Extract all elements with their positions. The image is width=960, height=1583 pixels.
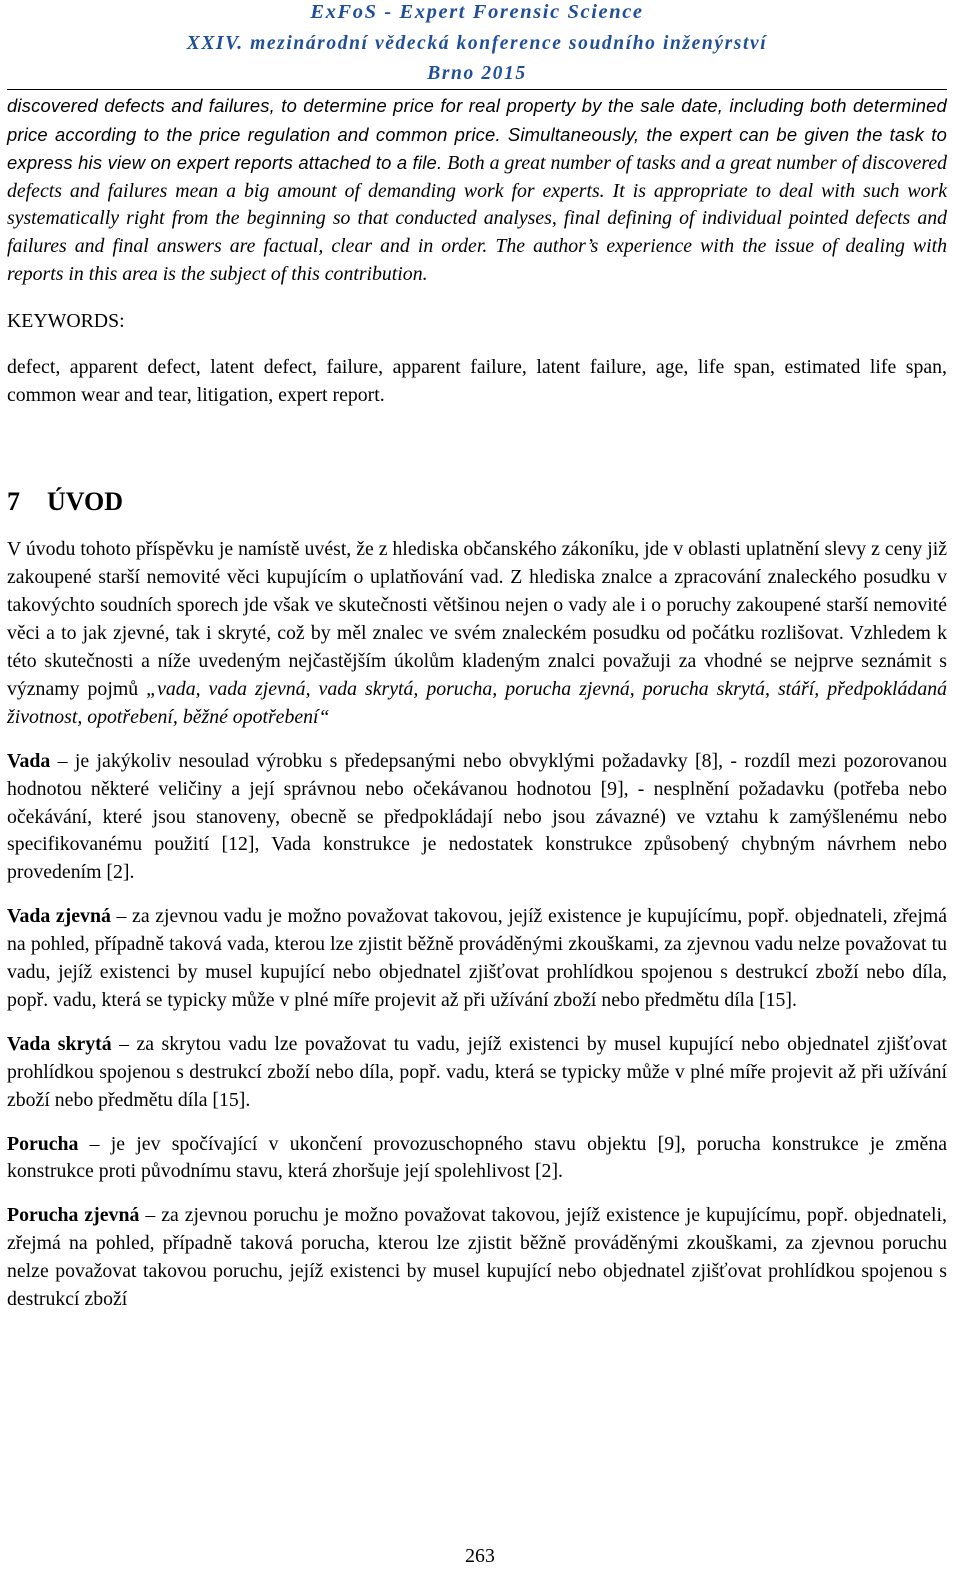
header-divider bbox=[7, 89, 947, 90]
intro-paragraph bbox=[7, 536, 947, 731]
page bbox=[7, 0, 947, 1314]
section-number: 7 bbox=[7, 487, 20, 517]
intro-terms: „vada, vada zjevná, vada skrytá, porucha, porucha zjevná, porucha skrytá, stáří, předpokládaná životnost, opotřebení, běžné opotřebení“ bbox=[7, 677, 947, 728]
definition-text: – za skrytou vadu lze považovat tu vadu, jejíž existenci by musel kupující nebo objednatel zjišťovat prohlídkou spojenou s destrukcí zboží nebo díla, popř. vadu, která se typicky může v plné míře projevit až při užívání zboží nebo předmětu díla [15]. bbox=[7, 1032, 947, 1111]
definition-term: Vada bbox=[7, 749, 51, 772]
definition-text: – za zjevnou vadu je možno považovat takovou, jejíž existence je kupujícímu, popř. objednateli, zřejmá na pohled, případně taková vada, kterou lze zjistit běžně prováděnými zkouškami, za zjevnou vadu nelze považovat tu vadu, jejíž existenci by musel kupující nebo objednatel zjišťovat prohlídkou spojenou s destrukcí zboží nebo díla, popř. vadu, která se typicky může v plné míře projevit až při užívání zboží nebo předmětu díla [15]. bbox=[7, 905, 947, 1011]
page-number: 263 bbox=[465, 1545, 495, 1567]
definition-text: – je jev spočívající v ukončení provozuschopného stavu objektu [9], porucha konstrukce je změna konstrukce proti původnímu stavu, která zhoršuje její spolehlivost [2]. bbox=[7, 1132, 947, 1183]
abstract-part-a: discovered defects and failures, to determine price for real property by the sale date, including both determined price according to the price regulation and common price. Simultaneously, the expert can be given the task to express his view on expert reports attached to a file. bbox=[7, 95, 947, 174]
definition-porucha bbox=[7, 1131, 947, 1187]
definition-term: Porucha bbox=[7, 1132, 79, 1155]
definition-term: Vada zjevná bbox=[7, 905, 111, 928]
header-journal-title: ExFoS - Expert Forensic Science bbox=[310, 1, 644, 23]
intro-text: V úvodu tohoto příspěvku je namístě uvést, že z hlediska občanského zákoníku, jde v oblasti uplatnění slevy z ceny již zakoupené starší nemovité věci kupujícím o uplatňování vad. Z hlediska znalce a zpracování znaleckého posudku v takovýchto soudních sporech jde však ve skutečnosti většinou nejen o vady ale i o poruchy zakoupené starší nemovité věci a to jak zjevné, tak i skryté, což by měl znalec ve svém znaleckém posudku od počátku rozlišovat. Vzhledem k této skutečnosti a níže uvedeným nejčastějším úkolům kladeným znalci považuji za vhodné se nejprve seznámit s významy pojmů bbox=[7, 538, 947, 700]
header-conference-name: XXIV. mezinárodní vědecká konference soudního inženýrství bbox=[186, 33, 768, 54]
keywords-label: KEYWORDS: bbox=[7, 310, 125, 333]
definition-text: – je jakýkoliv nesoulad výrobku s předepsanými nebo obvyklými požadavky [8], - rozdíl mezi pozorovanou hodnotou některé veličiny a její správnou nebo očekávanou hodnotou [9], - nesplnění požadavku (potřeba nebo očekávání, které jsou stanoveny, obecně se předpokládají nebo jsou závazné) ve vztahu k zamýšlenému nebo specifikovanému použití [12], Vada konstrukce je nedostatek konstrukce způsobený chybným návrhem nebo provedením [2]. bbox=[7, 749, 947, 884]
definition-term: Porucha zjevná bbox=[7, 1204, 140, 1227]
running-header bbox=[7, 0, 947, 87]
section-heading bbox=[7, 487, 947, 517]
definition-vada-zjevna bbox=[7, 903, 947, 1015]
definition-vada bbox=[7, 748, 947, 888]
abstract-paragraph bbox=[7, 92, 947, 288]
definition-porucha-zjevna bbox=[7, 1202, 947, 1314]
keywords-text: defect, apparent defect, latent defect, failure, apparent failure, latent failure, age, life span, estimated life span, common wear and tear, litigation, expert report. bbox=[7, 356, 947, 406]
header-place-year: Brno 2015 bbox=[427, 63, 527, 84]
abstract-part-b: Both a great number of tasks and a great number of discovered defects and failures mean a big amount of demanding work for experts. It is appropriate to deal with such work systematically right from the beginning so that conducted analyses, final defining of individual pointed defects and failures and final answers are factual, clear and in order. The author’s experience with the issue of dealing with reports in this area is the subject of this contribution. bbox=[7, 152, 947, 285]
definition-term: Vada skrytá bbox=[7, 1032, 112, 1055]
definition-vada-skryta bbox=[7, 1031, 947, 1115]
section-title: ÚVOD bbox=[47, 487, 124, 517]
definition-text: – za zjevnou poruchu je možno považovat takovou, jejíž existence je kupujícímu, popř. objednateli, zřejmá na pohled, případně taková porucha, kterou lze zjistit běžně prováděnými zkouškami, za zjevnou poruchu nelze považovat takovou poruchu, jejíž existenci by musel kupující nebo objednatel zjišťovat prohlídkou spojenou s destrukcí zboží bbox=[7, 1204, 947, 1311]
